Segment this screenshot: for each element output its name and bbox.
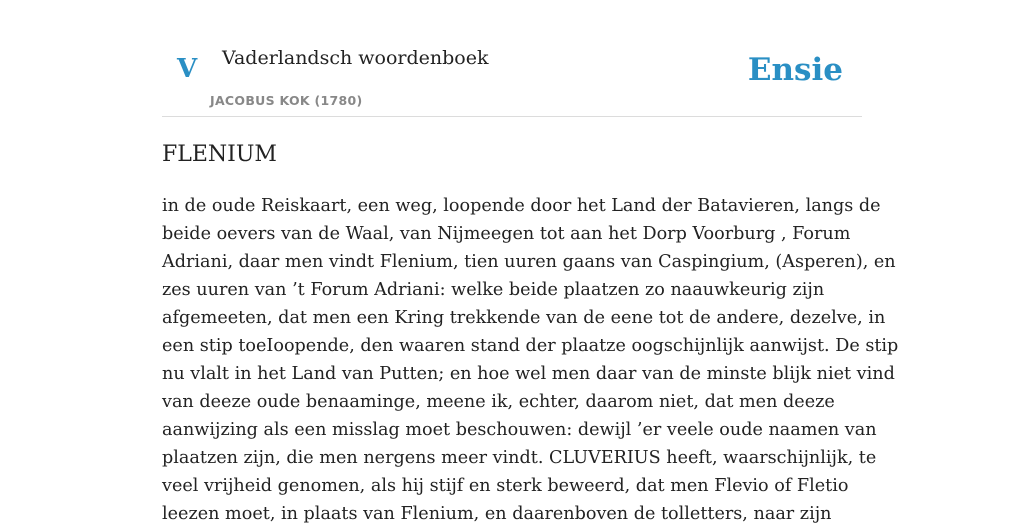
dictionary-author: JACOBUS KOK (1780) (210, 93, 363, 108)
entry-body-line: van deeze oude benaaminge, meene ik, echter, daarom niet, dat men deeze (162, 392, 835, 412)
dictionary-title-link[interactable]: Vaderlandsch woordenboek (222, 47, 489, 69)
entry-body-line: afgemeeten, dat men een Kring trekkende van de eene tot de andere, dezelve, in (162, 308, 886, 328)
entry-body-line: leezen moet, in plaats van Flenium, en daarenboven de tolletters, naar zijn (162, 504, 832, 524)
entry-title: FLENIUM (162, 142, 277, 167)
entry-body-line: Adriani, daar men vindt Flenium, tien uuren gaans van Caspingium, (Asperen), en (162, 252, 896, 272)
entry-body-line: een stip toeIoopende, den waaren stand der plaatze oogschijnlijk aanwijst. De stip (162, 336, 899, 356)
entry-body-line: zes uuren van ’t Forum Adriani: welke beide plaatzen zo naauwkeurig zijn (162, 280, 825, 300)
entry-body (162, 192, 899, 528)
entry-body-line: in de oude Reiskaart, een weg, loopende door het Land der Batavieren, langs de (162, 196, 881, 216)
entry-body-line: veel vrijheid genomen, als hij stijf en sterk beweerd, dat men Flevio of Fletio (162, 476, 849, 496)
entry-header (162, 0, 862, 117)
dictionary-logo-letter[interactable]: V (177, 54, 198, 84)
entry-body-line: beide oevers van de Waal, van Nijmeegen tot aan het Dorp Voorburg , Forum (162, 224, 851, 244)
entry-body-line: aanwijzing als een misslag moet beschouwen: dewijl ’er veele oude naamen van (162, 420, 877, 440)
entry-body-line: plaatzen zijn, die men nergens meer vindt. CLUVERIUS heeft, waarschijnlijk, te (162, 448, 877, 468)
entry-body-line: nu vlalt in het Land van Putten; en hoe wel men daar van de minste blijk niet vind (162, 364, 895, 384)
ensie-logo[interactable]: Ensie (747, 52, 843, 88)
